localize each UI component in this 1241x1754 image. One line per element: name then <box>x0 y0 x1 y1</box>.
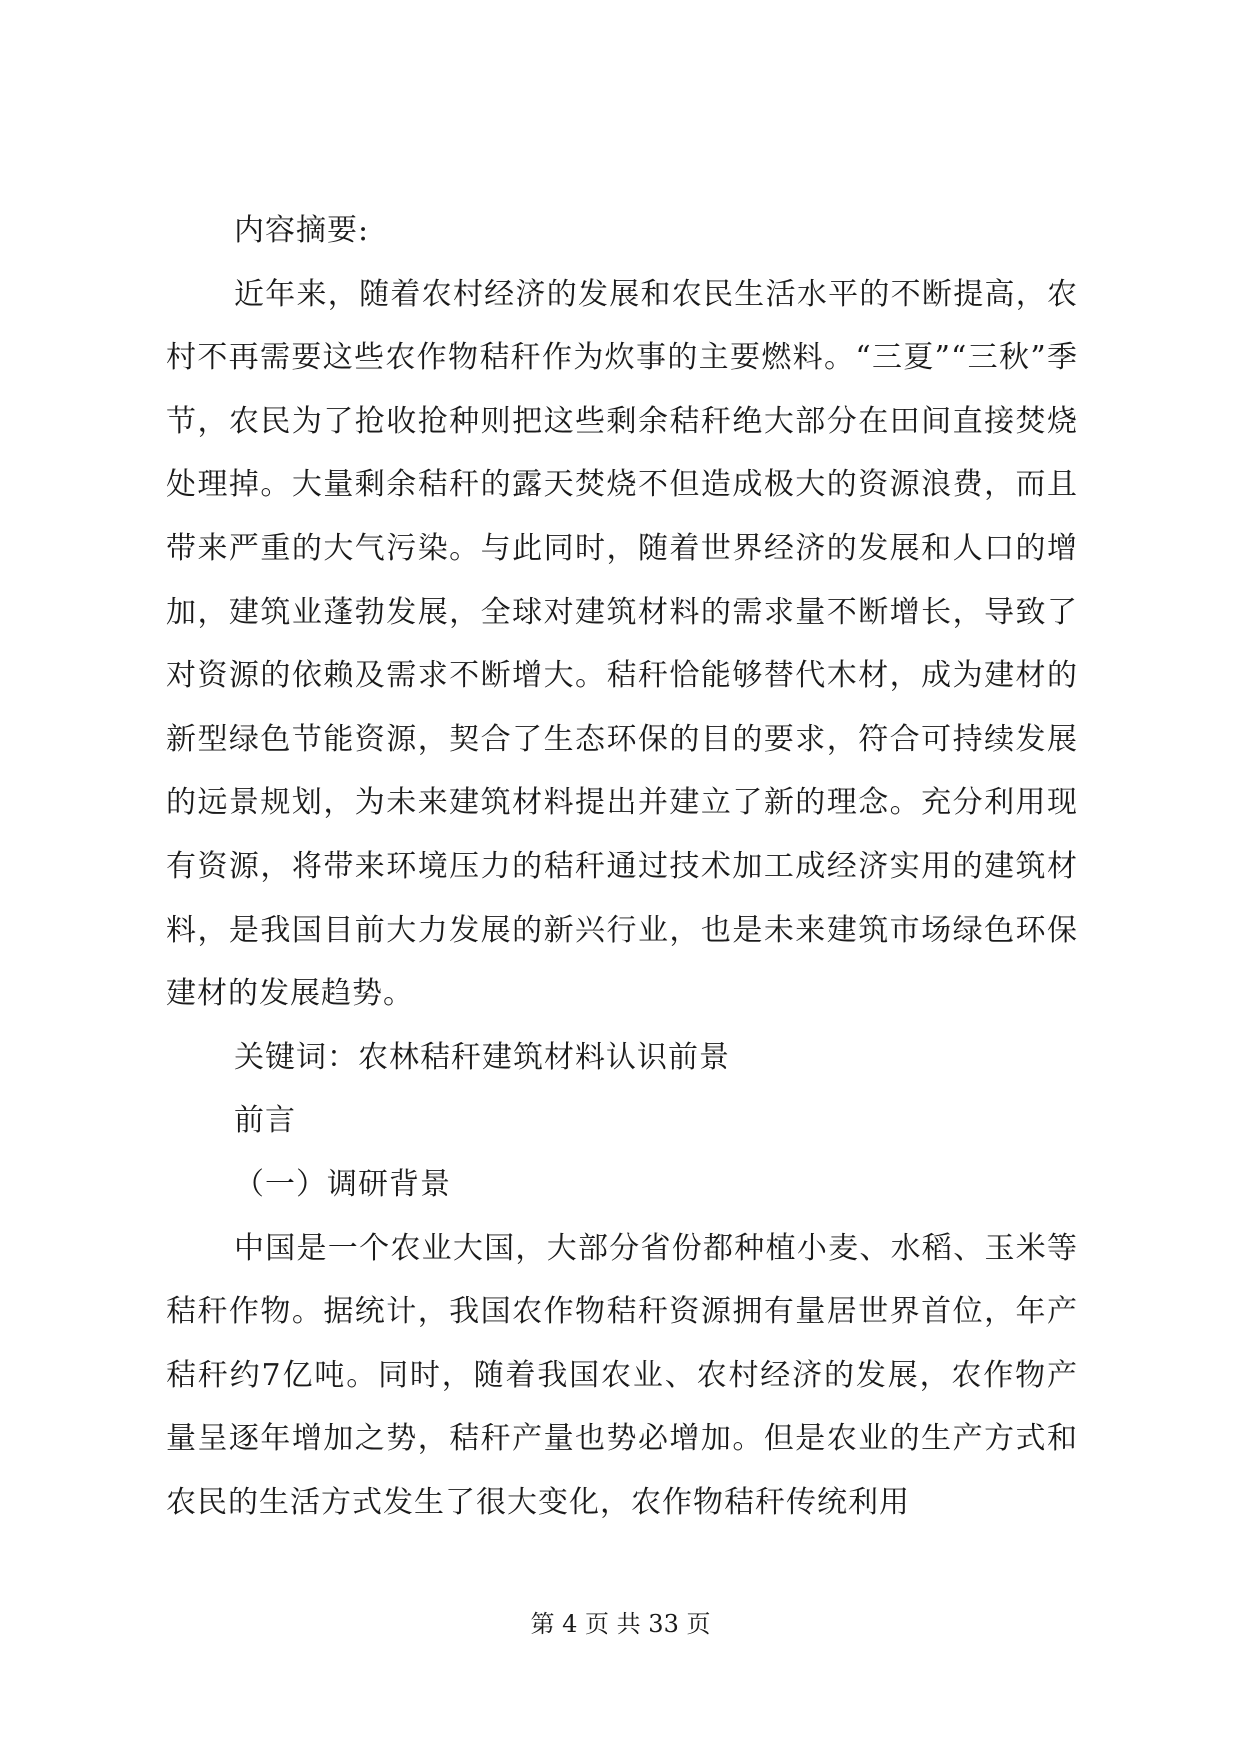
background-paragraph: 中国是一个农业大国，大部分省份都种植小麦、水稻、玉米等秸秆作物。据统计，我国农作物秸秆资源拥有量居世界首位，年产秸秆约7亿吨。同时，随着我国农业、农村经济的发展，农作物产量呈逐年增加之势，秸秆产量也势必增加。但是农业的生产方式和农民的生活方式发生了很大变化，农作物秸秆传统利用 <box>166 1230 1078 1520</box>
page-footer <box>0 1604 1241 1639</box>
section-heading-background: （一）调研背景 <box>234 1166 451 1202</box>
abstract-paragraph: 近年来，随着农村经济的发展和农民生活水平的不断提高，农村不再需要这些农作物秸秆作为炊事的主要燃料。“三夏”“三秋”季节，农民为了抢收抢种则把这些剩余秸秆绝大部分在田间直接焚烧处理掉。大量剩余秸秆的露天焚烧不但造成极大的资源浪费，而且带来严重的大气污染。与此同时，随着世界经济的发展和人口的增加，建筑业蓬勃发展，全球对建筑材料的需求量不断增长，导致了对资源的依赖及需求不断增大。秸秆恰能够替代木材，成为建材的新型绿色节能资源，契合了生态环保的目的要求，符合可持续发展的远景规划，为未来建筑材料提出并建立了新的理念。充分利用现有资源，将带来环境压力的秸秆通过技术加工成经济实用的建筑材料，是我国目前大力发展的新兴行业，也是未来建筑市场绿色环保建材的发展趋势。 <box>166 276 1078 1012</box>
abstract-heading: 内容摘要: <box>234 213 370 248</box>
preface-heading: 前言 <box>234 1103 296 1139</box>
keywords-line: 关键词：农林秸秆建筑材料认识前景 <box>234 1039 730 1075</box>
page-number-indicator: 第 4 页 共 33 页 <box>530 1610 711 1638</box>
document-body <box>166 199 1078 1534</box>
